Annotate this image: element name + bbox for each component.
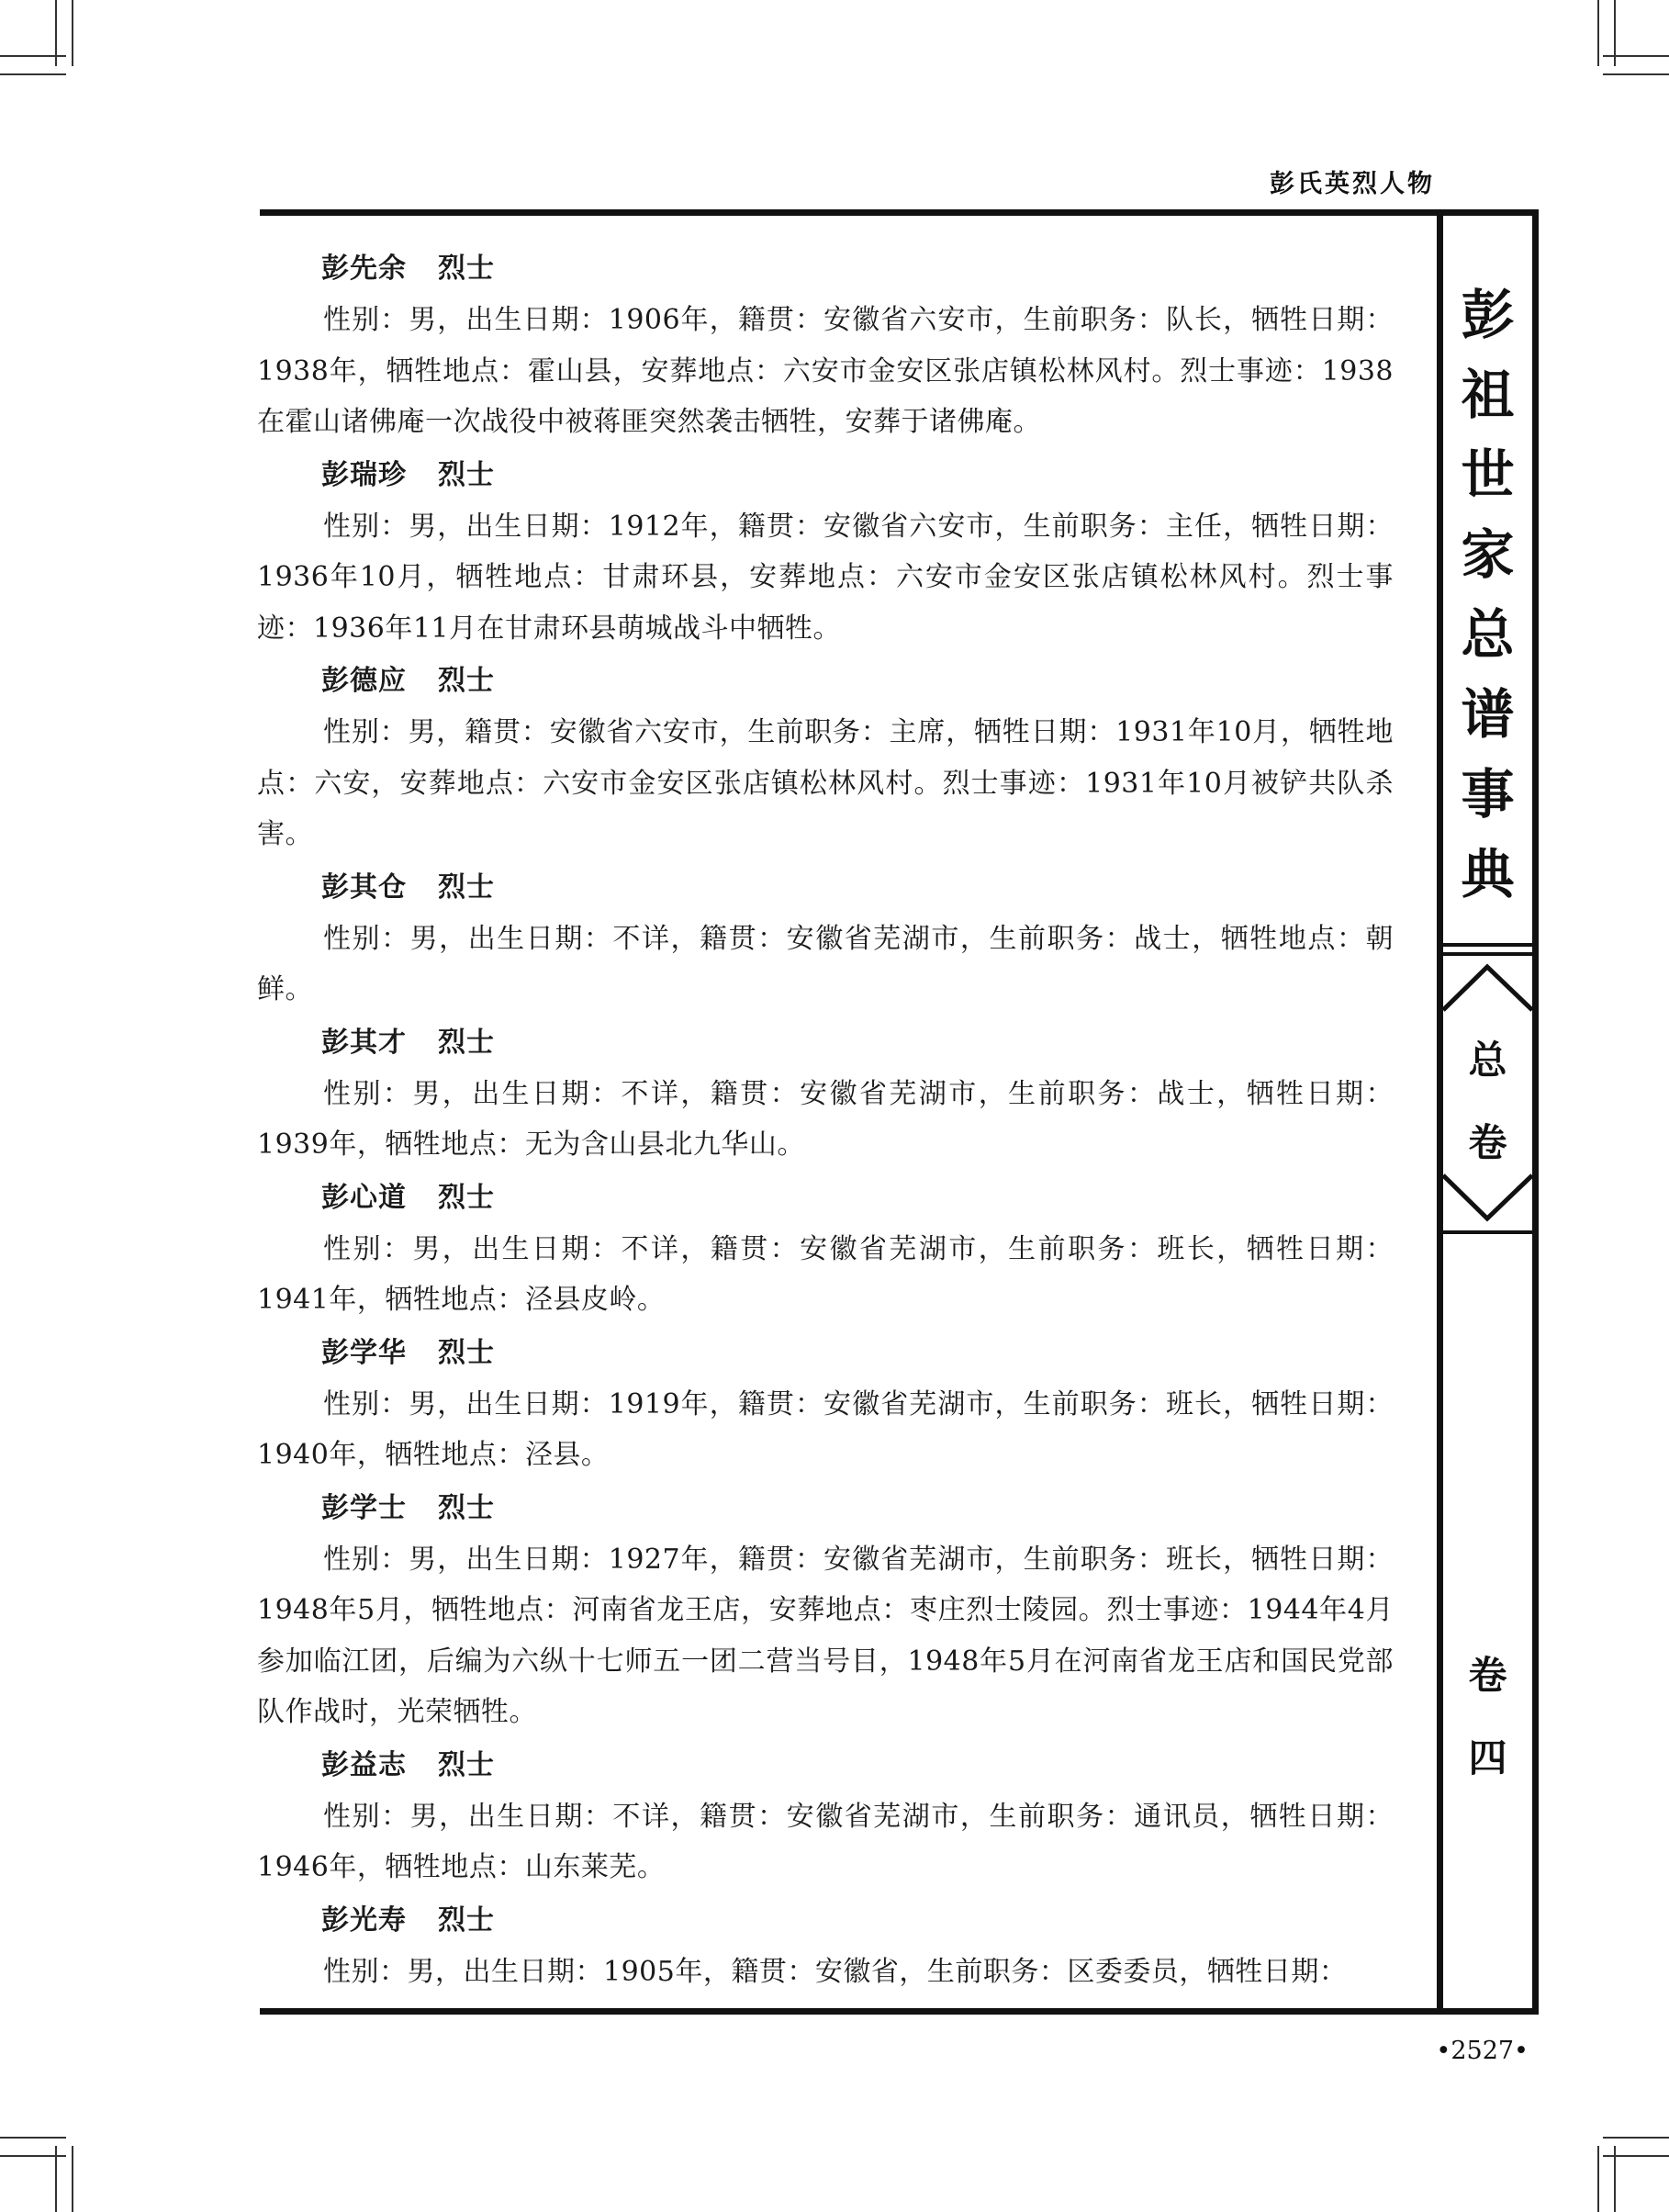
martyr-details: 性别：男，出生日期：不详，籍贯：安徽省芜湖市，生前职务：通讯员，牺牲日期：1946年，牺牲地点：山东莱芜。 [257,1800,1394,1883]
martyr-name: 彭瑞珍 [321,458,407,491]
martyr-title: 烈士 [438,253,495,285]
martyr-title: 烈士 [438,1181,495,1214]
page-number: •2527• [1436,2037,1529,2065]
crop-mark [1603,73,1669,75]
martyr-title: 烈士 [438,1026,495,1059]
martyr-name: 彭光寿 [321,1903,407,1937]
martyr-name: 彭其仓 [321,870,407,904]
martyr-title: 烈士 [438,1336,495,1369]
book-title-char: 典 [1461,843,1515,905]
martyr-name: 彭益志 [321,1748,407,1781]
volume-main-char: 卷 [1468,1120,1507,1165]
martyr-entry [257,656,1394,860]
martyr-title: 烈士 [438,870,495,904]
crop-mark [1603,55,1669,57]
martyr-title: 烈士 [438,1903,495,1937]
crop-mark [72,2146,73,2212]
volume-main-char: 总 [1468,1038,1507,1083]
crop-mark [1603,2137,1669,2139]
sidebar-frame-right [1532,209,1539,2015]
running-title: 彭氏英烈人物 [1270,170,1435,198]
sidebar-separator [1443,952,1532,956]
volume-num-char: 卷 [1468,1653,1507,1698]
martyr-name: 彭学士 [321,1491,407,1524]
sidebar-separator [1443,1230,1532,1234]
martyr-details: 性别：男，出生日期：1919年，籍贯：安徽省芜湖市，生前职务：班长，牺牲日期：1940年，牺牲地点：泾县。 [257,1387,1394,1471]
martyr-title: 烈士 [438,665,495,697]
martyr-entry [257,1328,1394,1481]
martyr-title: 烈士 [438,1491,495,1524]
crop-mark [72,0,73,66]
martyr-entry [257,862,1394,1016]
book-title-char: 彭 [1461,284,1515,346]
sidebar-book-title [1443,275,1532,915]
sidebar-volume-number [1443,1634,1532,1800]
martyr-details: 性别：男，出生日期：不详，籍贯：安徽省芜湖市，生前职务：班长，牺牲日期：1941年，牺牲地点：泾县皮岭。 [257,1232,1394,1316]
sidebar-frame-left [1437,209,1443,2015]
book-title-char: 世 [1461,444,1515,506]
martyr-entry [257,1740,1394,1893]
crop-mark [1603,2155,1669,2157]
martyr-details: 性别：男，出生日期：1912年，籍贯：安徽省六安市，生前职务：主任，牺牲日期：1936年10月，牺牲地点：甘肃环县，安葬地点：六安市金安区张店镇松林风村。烈士事迹：1936年11月在甘肃环县萌城战斗中牺牲。 [257,510,1394,645]
martyr-name: 彭其才 [321,1026,407,1059]
book-title-char: 祖 [1461,364,1515,426]
martyr-entry [257,1017,1394,1171]
main-content [257,243,1394,1999]
martyr-title: 烈士 [438,458,495,491]
crop-mark [0,2155,66,2157]
martyr-name: 彭学华 [321,1336,407,1369]
book-title-char: 总 [1461,603,1515,666]
martyr-name: 彭德应 [321,665,407,697]
crop-mark [1597,0,1599,66]
martyr-details: 性别：男，出生日期：不详，籍贯：安徽省芜湖市，生前职务：战士，牺牲地点：朝鲜。 [257,922,1394,1005]
martyr-entry [257,1895,1394,1998]
bottom-rule [260,2008,1539,2015]
sidebar-separator [1443,943,1532,947]
crop-mark [0,73,66,75]
martyr-entry [257,450,1394,655]
crop-mark [1597,2146,1599,2212]
martyr-name: 彭先余 [321,253,407,285]
martyr-details: 性别：男，出生日期：1906年，籍贯：安徽省六安市，生前职务：队长，牺牲日期：1938年，牺牲地点：霍山县，安葬地点：六安市金安区张店镇松林风村。烈士事迹：1938在霍山诸佛庵一次战役中被蒋匪突然袭击牺牲，安葬于诸佛庵。 [257,304,1394,438]
sidebar-volume-main [1443,1019,1532,1185]
book-title-char: 谱 [1461,683,1515,746]
crop-mark [0,55,66,57]
martyr-details: 性别：男，出生日期：1905年，籍贯：安徽省，生前职务：区委委员，牺牲日期： [323,1955,1348,1988]
book-title-char: 家 [1461,523,1515,586]
volume-num-char: 四 [1468,1735,1507,1780]
martyr-title: 烈士 [438,1748,495,1781]
martyr-details: 性别：男，出生日期：不详，籍贯：安徽省芜湖市，生前职务：战士，牺牲日期：1939年，牺牲地点：无为含山县北九华山。 [257,1077,1394,1161]
crop-mark [0,2137,66,2139]
martyr-details: 性别：男，出生日期：1927年，籍贯：安徽省芜湖市，生前职务：班长，牺牲日期：1948年5月，牺牲地点：河南省龙王店，安葬地点：枣庄烈士陵园。烈士事迹：1944年4月参加临江团，后编为六纵十七师五一团二营当号目，1948年5月在河南省龙王店和国民党部队作战时，光荣牺牲。 [257,1543,1394,1728]
top-rule [260,209,1539,216]
book-title-char: 事 [1461,763,1515,825]
martyr-name: 彭心道 [321,1181,407,1214]
martyr-details: 性别：男，籍贯：安徽省六安市，生前职务：主席，牺牲日期：1931年10月，牺牲地点：六安，安葬地点：六安市金安区张店镇松林风村。烈士事迹：1931年10月被铲共队杀害。 [257,716,1394,850]
martyr-entry [257,1483,1394,1738]
martyr-entry [257,243,1394,448]
martyr-entry [257,1173,1394,1326]
